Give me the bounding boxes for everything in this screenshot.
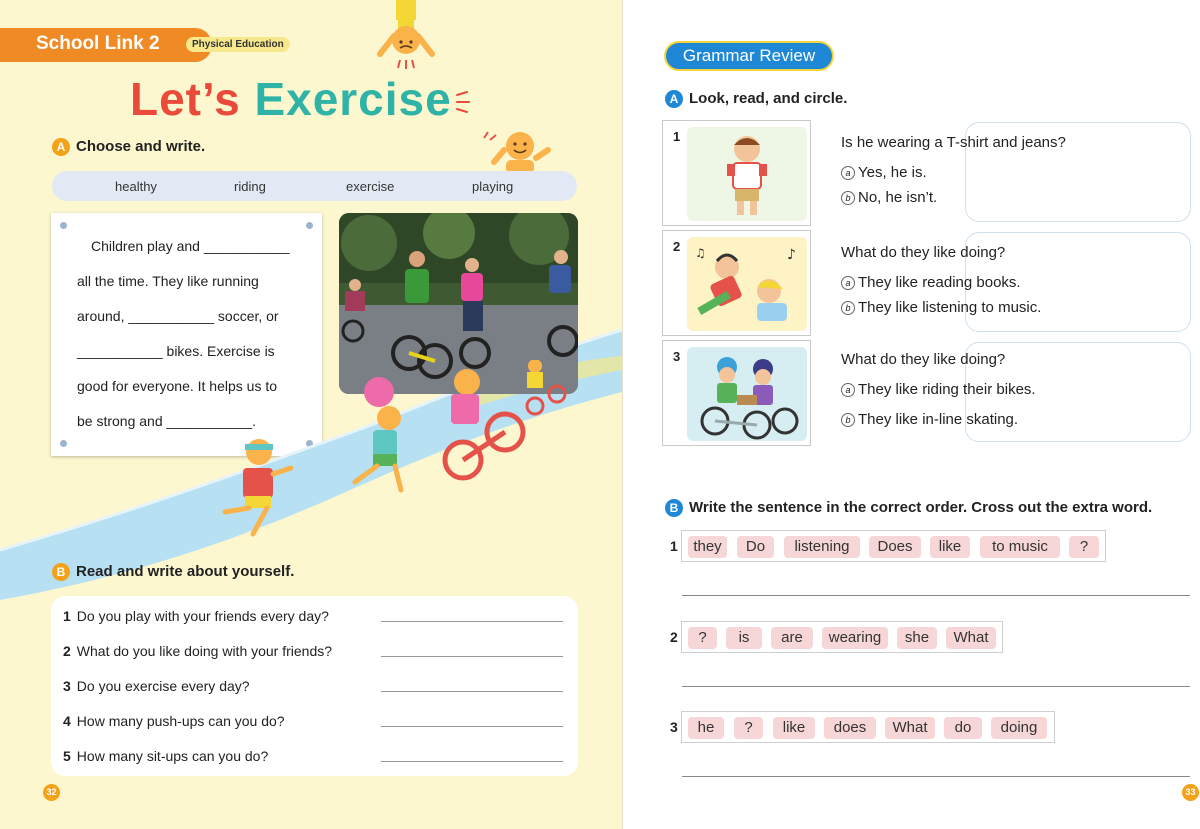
answer-line[interactable] <box>381 656 563 657</box>
kids-listening-music-illustration <box>687 237 807 331</box>
word-tile[interactable]: doing <box>991 717 1047 739</box>
question-row <box>63 713 285 729</box>
picture-item-1 <box>662 120 811 226</box>
passage-line: around, ___________ soccer, or <box>77 308 279 324</box>
option-letter-a: a <box>841 383 855 397</box>
page-number-right: 33 <box>1182 784 1199 801</box>
grammar-review-label: Grammar Review <box>664 41 834 71</box>
section-b-badge: B <box>665 499 683 517</box>
option-a[interactable] <box>841 274 1021 291</box>
option-b[interactable] <box>841 299 1041 316</box>
section-b-heading <box>52 563 294 581</box>
word-tile[interactable]: to music <box>980 536 1060 558</box>
question-row <box>63 748 268 764</box>
question-number: 2 <box>63 643 71 659</box>
word-tile[interactable]: like <box>930 536 970 558</box>
section-b-text: Write the sentence in the correct order. Cross out the extra word. <box>689 499 1153 516</box>
word-tile[interactable]: like <box>773 717 815 739</box>
option-letter-a: a <box>841 166 855 180</box>
motion-marks-icon <box>455 90 471 114</box>
word-tile[interactable]: What <box>946 627 996 649</box>
word-tile[interactable]: ? <box>688 627 717 649</box>
boy-tshirt-illustration <box>687 127 807 221</box>
section-b-badge: B <box>52 563 70 581</box>
word-tile[interactable]: she <box>897 627 937 649</box>
option-text: Yes, he is. <box>858 164 927 181</box>
word-tile[interactable]: they <box>688 536 727 558</box>
sentence-number: 1 <box>670 538 678 554</box>
option-a[interactable] <box>841 381 1036 398</box>
item-question: What do they like doing? <box>841 351 1006 368</box>
answer-line[interactable] <box>682 776 1190 777</box>
question-number: 1 <box>63 608 71 624</box>
word-tiles-row <box>681 621 1003 653</box>
word-bank-item: healthy <box>115 179 157 194</box>
option-text: No, he isn’t. <box>858 189 938 206</box>
item-question: Is he wearing a T-shirt and jeans? <box>841 134 1066 151</box>
section-a-badge: A <box>52 138 70 156</box>
sentence-number: 3 <box>670 719 678 735</box>
word-tile[interactable]: does <box>824 717 876 739</box>
word-tile[interactable]: listening <box>784 536 860 558</box>
word-bank-item: riding <box>234 179 266 194</box>
section-a-text: Look, read, and circle. <box>689 90 848 107</box>
option-letter-b: b <box>841 191 855 205</box>
option-text: They like reading books. <box>858 274 1021 291</box>
word-bank-item: playing <box>472 179 514 194</box>
word-tile[interactable]: Does <box>869 536 921 558</box>
svg-text:♫: ♫ <box>695 246 706 260</box>
exercising-kids-illustration <box>205 360 585 545</box>
item-number: 2 <box>673 239 681 254</box>
word-tiles-row <box>681 530 1106 562</box>
word-tile[interactable]: wearing <box>822 627 888 649</box>
answer-line[interactable] <box>682 595 1190 596</box>
option-letter-b: b <box>841 413 855 427</box>
word-bank-item: exercise <box>346 179 395 194</box>
section-b-heading <box>665 499 1152 517</box>
waving-kid-illustration <box>478 128 558 174</box>
question-row <box>63 608 329 624</box>
answer-line[interactable] <box>381 761 563 762</box>
passage-line: all the time. They like running <box>77 273 259 289</box>
page-title <box>130 72 452 126</box>
question-text: How many push-ups can you do? <box>76 713 285 729</box>
question-text: Do you play with your friends every day? <box>76 608 329 624</box>
picture-item-3 <box>662 340 811 446</box>
question-text: Do you exercise every day? <box>76 678 250 694</box>
option-text: They like riding their bikes. <box>858 381 1036 398</box>
passage-line: Children play and ___________ <box>91 238 290 254</box>
school-link-banner <box>0 28 212 62</box>
picture-item-2 <box>662 230 811 336</box>
pin-icon <box>306 222 313 229</box>
word-tile[interactable]: ? <box>734 717 763 739</box>
svg-text:♪: ♪ <box>787 247 796 263</box>
section-a-heading <box>665 90 847 108</box>
sentence-number: 2 <box>670 629 678 645</box>
section-b-text: Read and write about yourself. <box>76 563 295 580</box>
item-number: 3 <box>673 349 681 364</box>
pin-icon <box>60 222 67 229</box>
question-row <box>63 678 250 694</box>
passage-line: good for everyone. It helps us to <box>77 378 278 394</box>
option-b[interactable] <box>841 189 937 206</box>
word-tile[interactable]: is <box>726 627 762 649</box>
question-text: What do you like doing with your friends? <box>76 643 333 659</box>
word-tile[interactable]: ? <box>1069 536 1099 558</box>
title-word-1: Let’s <box>130 73 241 125</box>
option-letter-a: a <box>841 276 855 290</box>
option-text: They like in-line skating. <box>858 411 1019 428</box>
about-yourself-questions <box>51 596 578 776</box>
kids-riding-bikes-illustration <box>687 347 807 441</box>
section-a-heading <box>52 138 205 156</box>
question-number: 5 <box>63 748 71 764</box>
word-tile[interactable]: What <box>885 717 935 739</box>
answer-line[interactable] <box>381 691 563 692</box>
answer-line[interactable] <box>682 686 1190 687</box>
school-link-label: School Link 2 <box>36 33 160 54</box>
right-page <box>622 0 1200 829</box>
question-number: 4 <box>63 713 71 729</box>
word-tile[interactable]: Do <box>737 536 774 558</box>
option-a[interactable] <box>841 164 927 181</box>
question-number: 3 <box>63 678 71 694</box>
item-question: What do they like doing? <box>841 244 1006 261</box>
section-a-text: Choose and write. <box>76 138 206 155</box>
answer-line[interactable] <box>381 726 563 727</box>
item-number: 1 <box>673 129 681 144</box>
page-number-left: 32 <box>43 784 60 801</box>
option-letter-b: b <box>841 301 855 315</box>
option-text: They like listening to music. <box>858 299 1042 316</box>
word-tile[interactable]: he <box>688 717 724 739</box>
word-bank <box>52 171 577 201</box>
question-row <box>63 643 332 659</box>
handstand-kid-illustration <box>360 0 450 72</box>
passage-line: ___________ bikes. Exercise is <box>77 343 275 359</box>
answer-line[interactable] <box>381 621 563 622</box>
option-b[interactable] <box>841 411 1018 428</box>
section-a-badge: A <box>665 90 683 108</box>
word-tile[interactable]: do <box>944 717 982 739</box>
subject-tag: Physical Education <box>186 37 290 52</box>
passage-line: be strong and ___________. <box>77 413 257 429</box>
word-tile[interactable]: are <box>771 627 813 649</box>
question-text: How many sit-ups can you do? <box>76 748 269 764</box>
title-word-2: Exercise <box>254 73 452 125</box>
word-tiles-row <box>681 711 1055 743</box>
